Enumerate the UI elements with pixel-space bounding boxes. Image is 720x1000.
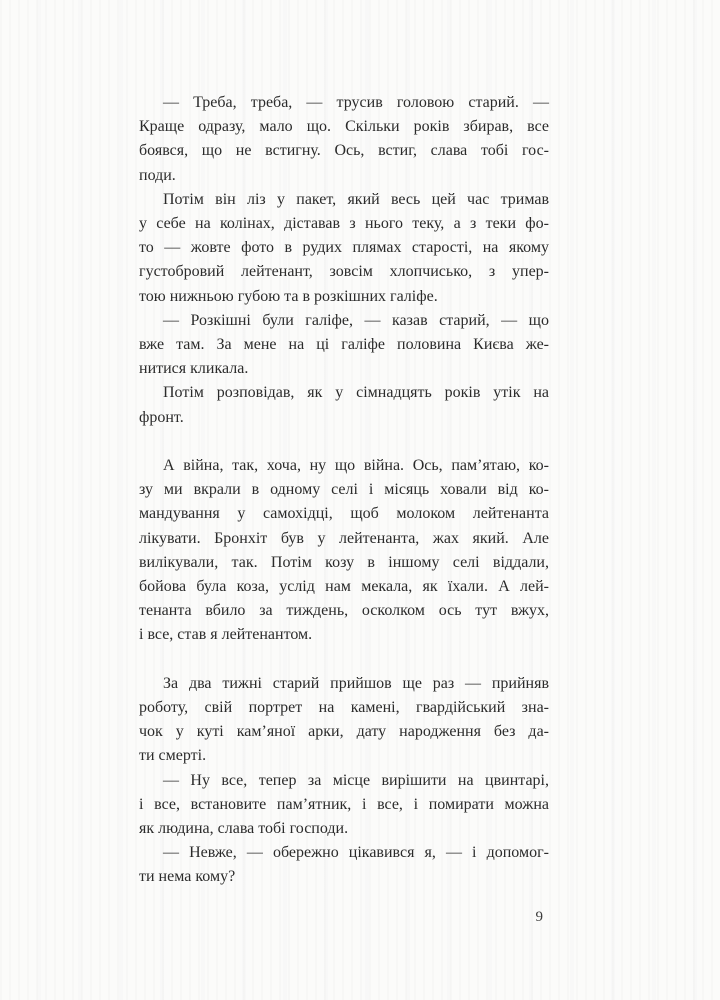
page-number: 9 bbox=[535, 909, 543, 925]
text-line: роботу, свій портрет на камені, гвардійський зна- bbox=[139, 699, 549, 717]
paragraph bbox=[139, 769, 549, 842]
text-line: — Розкішні були галіфе, — казав старий, — що bbox=[163, 311, 549, 329]
text-line: фронт. bbox=[139, 408, 184, 426]
text-line: За два тижні старий прийшов ще раз — прийняв bbox=[163, 674, 549, 692]
page-text bbox=[139, 91, 549, 890]
text-line: Краще одразу, мало що. Скільки років збирав, все bbox=[139, 118, 549, 136]
paragraph bbox=[139, 454, 549, 648]
paragraph bbox=[139, 91, 549, 188]
text-line: ти смерті. bbox=[139, 747, 207, 765]
text-line: зу ми вкрали в одному селі і місяць ховали від ко- bbox=[139, 481, 549, 499]
text-line: Потім розповідав, як у сімнадцять років утік на bbox=[163, 384, 549, 402]
text-line: тенанта вбило за тиждень, осколком ось тут вжух, bbox=[139, 602, 549, 620]
text-line: тою нижньою губою та в розкішних галіфе. bbox=[139, 287, 438, 305]
text-line: вилікували, так. Потім козу в іншому селі віддали, bbox=[139, 553, 549, 571]
paragraph bbox=[139, 841, 549, 889]
text-line: поди. bbox=[139, 166, 176, 184]
text-line: то — жовте фото в рудих плямах старості, на якому bbox=[139, 239, 549, 257]
paragraph bbox=[139, 309, 549, 382]
text-line: — Треба, треба, — трусив головою старий. — bbox=[163, 94, 549, 111]
text-line: — Ну все, тепер за місце вирішити на цвинтарі, bbox=[163, 771, 549, 789]
text-line: А війна, так, хоча, ну що війна. Ось, пам’ятаю, ко- bbox=[163, 457, 549, 475]
text-line: як людина, слава тобі господи. bbox=[139, 820, 349, 838]
text-line: у себе на колінах, діставав з нього теку, а з теки фо- bbox=[139, 215, 549, 233]
text-line: мандування у самохідці, щоб молоком лейтенанта bbox=[139, 505, 549, 523]
text-line: нитися кликала. bbox=[139, 360, 249, 378]
text-line: чок у куті кам’яної арки, дату народження без да- bbox=[139, 723, 549, 741]
text-line: бойова була коза, услід нам мекала, як їхали. А лей- bbox=[139, 578, 549, 596]
paragraph bbox=[139, 672, 549, 769]
text-line: вже там. За мене на ці галіфе половина Києва же- bbox=[139, 336, 549, 354]
text-line: густобровий лейтенант, зовсім хлопчисько, з упер- bbox=[139, 263, 549, 281]
text-line: Потім він ліз у пакет, який весь цей час тримав bbox=[163, 190, 549, 208]
text-line: боявся, що не встигну. Ось, встиг, слава тобі гос- bbox=[139, 142, 549, 160]
text-line: і все, встановите пам’ятник, і все, і помирати можна bbox=[139, 795, 549, 813]
text-line: ти нема кому? bbox=[139, 868, 236, 886]
text-line: — Невже, — обережно цікавився я, — і допомог- bbox=[163, 844, 549, 862]
paragraph bbox=[139, 381, 549, 429]
paragraph bbox=[139, 188, 549, 309]
text-line: і все, став я лейтенантом. bbox=[139, 626, 313, 644]
text-line: лікувати. Бронхіт був у лейтенанта, жах який. Але bbox=[139, 529, 549, 547]
